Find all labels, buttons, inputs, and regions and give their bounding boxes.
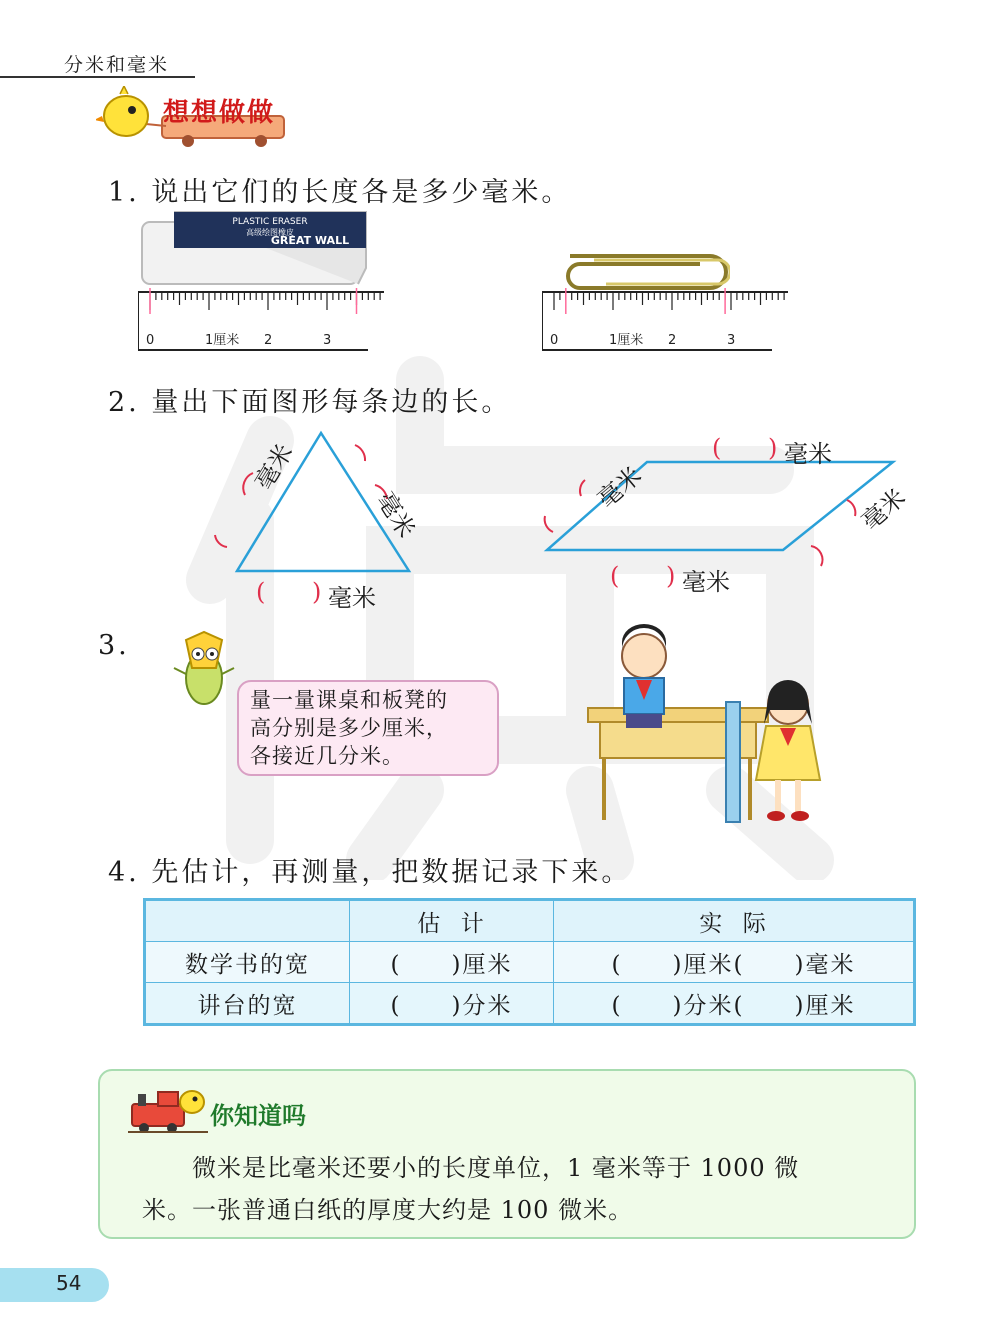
bubble-line-2: 高分别是多少厘米， [250,716,448,740]
table-header-actual: 实 际 [554,901,914,942]
eraser-illustration [138,208,374,290]
row-actual-blank[interactable]: ( )分米( )厘米 [554,983,914,1024]
ruler-tick-label: 2 [264,333,273,348]
row-actual-blank[interactable]: ( )厘米( )毫米 [554,942,914,983]
row-item: 数学书的宽 [146,942,350,983]
triangle-bottom-close: ) [312,578,322,606]
ruler-tick-label: 0 [550,333,559,348]
triangle-bottom-open: ( [256,578,266,606]
section-title: 想想做做 [163,98,276,128]
bubble-line-3: 各接近几分米。 [250,744,404,768]
header-title: 分米和毫米 [64,54,170,76]
triangle-right-unit: 毫米 [371,487,421,543]
ruler-tick-label: 1厘米 [205,333,240,348]
info-line-2: 米。一张普通白纸的厚度大约是 100 微米。 [142,1196,634,1224]
info-line-1: 微米是比毫米还要小的长度单位，1 毫米等于 1000 微 [142,1154,800,1182]
ruler-1 [138,288,388,354]
eraser-label-2: 高级绘图橡皮 [246,228,294,237]
question-1: 1. 说出它们的长度各是多少毫米。 [108,177,572,208]
para-bottom-unit: 毫米 [682,568,730,596]
table-row [146,942,914,983]
row-estimate-blank[interactable]: ( )厘米 [350,942,554,983]
table-header-estimate: 估 计 [350,901,554,942]
para-right-unit: 毫米 [856,483,911,536]
speech-bubble-text [250,686,500,770]
row-estimate-blank[interactable]: ( )分米 [350,983,554,1024]
ruler-tick-label: 3 [323,333,332,348]
row-item: 讲台的宽 [146,983,350,1024]
para-top-unit: 毫米 [784,440,832,468]
parallelogram-shape [535,450,905,580]
page-number: 54 [56,1271,82,1295]
question-2: 2. 量出下面图形每条边的长。 [108,387,512,418]
did-you-know-title: 你知道吗 [210,1102,306,1130]
question-3-number: 3. [98,630,130,661]
ruler-2 [542,288,792,354]
eraser-label-1: PLASTIC ERASER [232,217,308,227]
question-4: 4. 先估计，再测量，把数据记录下来。 [108,857,632,888]
triangle-left-unit: 毫米 [249,439,299,495]
table-header-empty [146,901,350,942]
para-bottom-close: ) [666,562,676,590]
kids-measuring-desk-illustration [580,620,830,825]
ruler-tick-label: 0 [146,333,155,348]
did-you-know-text [142,1147,902,1231]
table-row [146,983,914,1024]
ruler-tick-label: 2 [668,333,677,348]
corn-mascot-icon [170,628,240,714]
page-number-tab [0,1268,110,1302]
para-left-unit: 毫米 [592,461,647,514]
table-header-row [146,901,914,942]
bubble-line-1: 量一量课桌和板凳的 [250,688,448,712]
train-icon [128,1084,208,1134]
ruler-tick-label: 3 [727,333,736,348]
triangle-bottom-unit: 毫米 [328,584,376,612]
page-header [0,50,195,80]
eraser-brand: GREAT WALL [270,234,350,247]
record-table [143,898,916,1026]
header-rule [0,76,195,78]
ruler-tick-label: 1厘米 [609,333,644,348]
para-bottom-open: ( [610,562,620,590]
para-top-close: ) [768,434,778,462]
para-top-open: ( [712,434,722,462]
